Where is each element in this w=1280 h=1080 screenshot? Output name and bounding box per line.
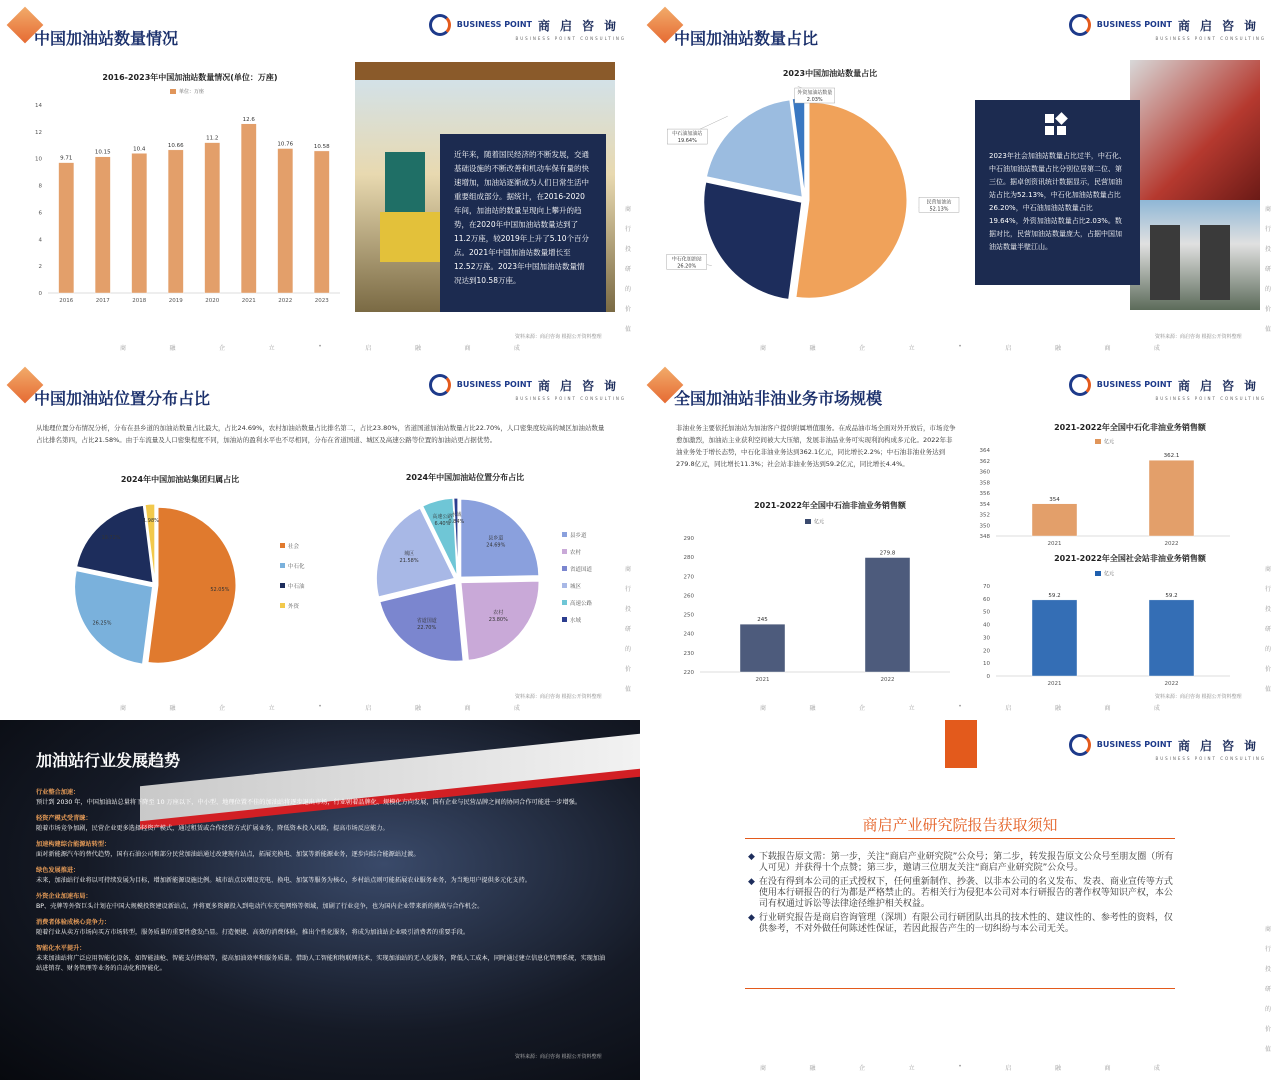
x-tick-label: 2017 xyxy=(95,298,110,304)
summary-text: 2023年社会加油站数量占比过半，中石化、中石油加油站数量占比分别位居第二位、第三位。据卓创资讯统计数据显示，民营加油站占比为52.13%，中石化加油站数量占比26.20%，中石油加油站数量占比19.64%，外资加油站数量占比2.03%。数据对比，民营加油站数量庞大，占据中国加油站数量半壁江山。 xyxy=(989,152,1126,251)
chart-legend: 亿元 xyxy=(1095,438,1114,445)
notice-item: ◆ 行业研究报告是商启咨询管理（深圳）有限公司行研团队出具的技术性的、建议性的、参考性的资料，仅供参考，不对外做任何陈述性保证，若因此报告产生的一切纠纷与本公司无关。 xyxy=(748,913,1173,934)
x-tick-label: 2023 xyxy=(314,298,329,304)
bar-value-label: 59.2 xyxy=(1048,592,1061,599)
pie-chart-location xyxy=(350,480,620,680)
slide-location-share xyxy=(0,360,640,720)
fuel-nozzle-photo xyxy=(1130,60,1260,200)
x-tick-label: 2022 xyxy=(880,677,895,683)
bottom-divider xyxy=(745,988,1175,989)
legend-swatch xyxy=(280,543,285,548)
bar xyxy=(278,149,293,293)
y-tick-label: 240 xyxy=(683,631,694,638)
diamond-bullet-icon: ◆ xyxy=(748,877,755,887)
trend-item: 轻资产模式受青睐： 随着市场竞争加剧，民营企业更多选择轻资产模式，通过租赁或合作经营方式扩展业务，降低资本投入风险，提高市场反应能力。 xyxy=(36,815,389,832)
logo-icon xyxy=(429,14,451,36)
legend-label: 县乡道 xyxy=(570,533,587,539)
logo-en: BUSINESS POINT xyxy=(456,20,532,29)
company-logo xyxy=(429,14,626,41)
bar xyxy=(1149,600,1194,676)
slide-nonoil-market xyxy=(640,360,1280,720)
slice-value-label: 23.80% xyxy=(488,616,508,623)
y-tick-label: 280 xyxy=(683,555,694,562)
y-tick-label: 356 xyxy=(979,491,990,497)
y-tick-label: 260 xyxy=(683,593,694,600)
bar-value-label: 11.2 xyxy=(206,135,219,142)
slice-name-label: 农村 xyxy=(493,609,504,616)
bar-value-label: 10.58 xyxy=(313,143,330,150)
chart-title: 2021-2022年全国中石油非油业务销售额 xyxy=(754,501,906,510)
company-logo xyxy=(429,374,626,401)
y-tick-label: 362 xyxy=(979,458,990,465)
chart-title: 2024年中国加油站集团归属占比 xyxy=(120,475,240,484)
logo-icon xyxy=(1069,14,1091,36)
bar-value-label: 245 xyxy=(757,617,768,624)
diamond-bullet-icon: ◆ xyxy=(748,913,755,923)
y-tick-label: 70 xyxy=(983,584,990,590)
intro-paragraph: 非油业务主要依托加油站为加油客户提供附属增值服务。在成品油市场全面对外开放后，市场竞争愈加激烈，加油站主业获利空间被大大压缩，发展非油品业务可实现利润构成多元化。2022年非油业务处于增长态势，中石化非油业务达到362.1亿元，同比增长2.2%；中石油非油业务达到279.8亿元，同比增长11.3%；社会站非油业务达到59.2亿元，同比增长4.4%。 xyxy=(676,424,956,468)
y-tick-label: 4 xyxy=(38,237,42,244)
footer-band: 商 融 企 立 • 启 融 商 成 xyxy=(120,343,520,352)
x-tick-label: 2022 xyxy=(1164,541,1179,547)
x-tick-label: 2018 xyxy=(132,298,147,304)
source-note: 资料来源：商启咨询 根据公开资料整理 xyxy=(515,694,602,700)
notice-list xyxy=(748,852,1178,935)
slice-value-label: 6.40% xyxy=(434,520,451,527)
trend-item: 智能化水平提升： 未来加油站将广泛应用智能化设备，如智能油枪、智能支付终端等，提高加油效率和服务质量。借助人工智能和物联网技术，实现加油站的无人化服务，降低人工成本，同时通过建立信息化管理系统，实现加油站进销存、财务管理等业务的自动化和智能化。 xyxy=(36,945,606,972)
slice-name-label: 高速公路 xyxy=(432,513,453,520)
bar-value-label: 354 xyxy=(1049,496,1060,503)
chart-legend: 单位：万座 xyxy=(170,88,204,95)
footer-band: 商 融 企 立 • 启 融 商 成 xyxy=(760,343,1160,352)
summary-text-box xyxy=(975,100,1140,285)
legend-swatch xyxy=(562,583,567,588)
source-note: 资料来源：商启咨询 根据公开资料整理 xyxy=(515,334,602,340)
logo-en: BUSINESS POINT xyxy=(1096,380,1172,389)
chart-title: 2021-2022年全国社会站非油业务销售额 xyxy=(1054,554,1206,563)
legend-label: 水域 xyxy=(570,618,582,624)
y-tick-label: 350 xyxy=(979,523,990,530)
trend-item: 加速构建综合能源站转型： 面对新能源汽车的替代趋势，国有石油公司和部分民营加油站通过改建现有站点，拓展充换电、加氢等新能源业务，逐步向综合能源站过渡。 xyxy=(36,841,420,858)
y-tick-label: 20 xyxy=(983,648,990,655)
pie-chart-group xyxy=(50,485,350,685)
slice-value-label: 19.72% xyxy=(101,535,121,542)
slice-value-label: 26.25% xyxy=(92,620,112,627)
slide-station-count xyxy=(0,0,640,360)
x-tick-label: 2019 xyxy=(168,298,183,304)
x-tick-label: 2022 xyxy=(278,298,293,304)
y-tick-label: 290 xyxy=(683,536,694,542)
slide-title: 中国加油站位置分布占比 xyxy=(34,389,211,408)
legend-label: 高速公路 xyxy=(570,601,593,607)
bar-value-label: 59.2 xyxy=(1165,592,1178,599)
source-note: 资料来源：商启咨询 根据公开资料整理 xyxy=(515,1054,602,1060)
company-logo xyxy=(1069,374,1266,401)
bar xyxy=(59,163,74,293)
bar-chart-station-count xyxy=(20,95,350,315)
logo-cn: 商启咨询 xyxy=(1177,738,1266,753)
bar-value-label: 12.6 xyxy=(242,116,255,123)
bookmark-ribbon xyxy=(945,720,977,768)
chart-legend: 亿元 xyxy=(1095,570,1114,577)
slice-name-label: 外资加油站数量 xyxy=(797,90,833,97)
x-tick-label: 2022 xyxy=(1164,681,1179,687)
bar xyxy=(865,558,910,672)
notice-heading: 商启产业研究院报告获取须知 xyxy=(862,816,1058,834)
slice-name-label: 省道国道 xyxy=(416,618,437,625)
logo-sub: BUSINESS POINT CONSULTING xyxy=(1155,756,1266,761)
legend-label: 中石化 xyxy=(288,564,305,570)
y-tick-label: 0 xyxy=(38,291,42,297)
slice-value-label: 19.64% xyxy=(677,138,697,145)
legend-swatch xyxy=(562,600,567,605)
summary-text-box: 近年来，随着国民经济的不断发展，交通基础设施的不断改善和机动车保有量的快速增加，加油站逐渐成为人们日常生活中重要组成部分。据统计，在2016-2020年间，加油站的数量呈现向上攀升的趋势，在2020年中国加油站数量达到了11.2万座，较2019年上升了5.10个百分点。2021年中国加油站数量增长至12.52万座。2023年中国加油站数量情况达到10.58万座。 xyxy=(440,134,606,312)
slice-name-label: 民营加油站 xyxy=(926,199,952,206)
bar xyxy=(314,151,329,293)
y-tick-label: 270 xyxy=(683,574,694,581)
bar-chart-social xyxy=(960,578,1250,690)
logo-icon xyxy=(429,374,451,396)
trend-item: 行业整合加速： 预计到 2030 年，中国加油站总量将下降至 10 万座以下，中小型、地理位置不佳的加油站将逐步退出市场，行业朝着品牌化、规模化方向发展，国有企业与民营品牌之间的协同合作可能进一步增强。 xyxy=(36,789,582,806)
logo-sub: BUSINESS POINT CONSULTING xyxy=(1155,36,1266,41)
slice-name-label: 城区 xyxy=(404,551,415,558)
legend-label: 中石油 xyxy=(288,584,305,590)
side-vertical-text: 商 行 投 研 的 价 值 xyxy=(624,566,631,693)
dashboard-icon xyxy=(1045,114,1067,136)
bar-chart-petrochina xyxy=(670,528,970,688)
bar xyxy=(132,153,147,293)
chart-title: 2023中国加油站数量占比 xyxy=(782,69,878,78)
bar-value-label: 10.76 xyxy=(277,141,294,148)
diamond-bullet-icon: ◆ xyxy=(748,852,755,862)
y-tick-label: 30 xyxy=(983,635,990,642)
logo-en: BUSINESS POINT xyxy=(456,380,532,389)
y-tick-label: 2 xyxy=(38,264,42,271)
side-vertical-text: 商 行 投 研 的 价 值 xyxy=(1264,926,1271,1053)
legend-swatch xyxy=(562,566,567,571)
legend-swatch xyxy=(562,549,567,554)
slice-value-label: 2.03% xyxy=(806,97,823,104)
legend-swatch xyxy=(280,563,285,568)
pie-slice xyxy=(77,505,153,582)
slice-value-label: 22.70% xyxy=(417,625,437,632)
notice-item: ◆ 在没有得到本公司的正式授权下，任何重新制作、抄袭、以非本公司的名义发布、发表、商业宣传等方式使用本行研报告的行为都是严格禁止的。若相关行为侵犯本公司对本行研报告的著作权等知识产权，本公司有权通过诉讼等法律途径维护相关权益。 xyxy=(748,877,1173,909)
x-tick-label: 2016 xyxy=(59,298,74,304)
slide-report-notice xyxy=(640,720,1280,1080)
y-tick-label: 354 xyxy=(979,501,990,508)
pie-chart-ownership xyxy=(671,85,1000,315)
company-logo xyxy=(1069,14,1266,41)
bar-value-label: 10.66 xyxy=(167,142,184,149)
pie-slice xyxy=(706,100,802,197)
x-tick-label: 2021 xyxy=(241,298,256,304)
legend-swatch xyxy=(280,603,285,608)
company-logo xyxy=(1069,734,1266,761)
x-tick-label: 2020 xyxy=(205,298,220,304)
y-tick-label: 250 xyxy=(683,612,694,619)
chart-legend: 亿元 xyxy=(805,518,824,525)
slide-title: 中国加油站数量占比 xyxy=(674,29,819,48)
y-tick-label: 352 xyxy=(979,512,990,519)
pie-slice xyxy=(75,571,153,664)
logo-cn: 商启咨询 xyxy=(537,18,626,33)
heading-divider xyxy=(745,838,1175,839)
logo-cn: 商启咨询 xyxy=(1177,378,1266,393)
slice-value-label: 21.58% xyxy=(399,558,419,565)
bar-value-label: 10.15 xyxy=(94,149,111,156)
legend-label: 外资 xyxy=(288,604,300,610)
chart-title: 2016-2023年中国加油站数量情况(单位：万座) xyxy=(102,73,278,82)
footer-band: 商 融 企 立 • 启 融 商 成 xyxy=(760,703,1160,712)
slide-title: 中国加油站数量情况 xyxy=(34,29,179,48)
bar xyxy=(740,624,785,672)
legend-swatch xyxy=(280,583,285,588)
source-note: 资料来源：商启咨询 根据公开资料整理 xyxy=(1155,694,1242,700)
pie-slice xyxy=(796,102,907,298)
logo-sub: BUSINESS POINT CONSULTING xyxy=(1155,396,1266,401)
y-tick-label: 40 xyxy=(983,622,990,629)
logo-cn: 商启咨询 xyxy=(537,378,626,393)
y-tick-label: 220 xyxy=(683,670,694,676)
intro-paragraph: 从地理位置分布情况分析，分布在县乡道的加油站数量占比最大，占比24.69%，农村加油站数量占比排名第二，占比23.80%，省道国道加油站数量占比22.70%，人口密集度较高的城区加油站数量占比排名第四，占比21.58%。由于车流量及人口密集程度不同，加油站的盈利水平也不尽相同，分布在省道国道、城区及高速公路等位置的加油站更占据优势。 xyxy=(36,424,605,444)
legend-swatch xyxy=(562,532,567,537)
slice-value-label: 24.69% xyxy=(486,542,506,549)
slice-name-label: 县乡道 xyxy=(488,535,504,542)
chart-title: 2021-2022年全国中石化非油业务销售额 xyxy=(1054,423,1206,432)
logo-icon xyxy=(1069,374,1091,396)
logo-en: BUSINESS POINT xyxy=(1096,740,1172,749)
logo-sub: BUSINESS POINT CONSULTING xyxy=(515,36,626,41)
bar xyxy=(1149,460,1194,536)
logo-icon xyxy=(1069,734,1091,756)
footer-band: 商 融 企 立 • 启 融 商 成 xyxy=(120,703,520,712)
bar-value-label: 279.8 xyxy=(879,550,896,557)
bar xyxy=(168,150,183,293)
logo-en: BUSINESS POINT xyxy=(1096,20,1172,29)
trend-item: 消费者体验成核心竞争力： 随着行业从卖方市场向买方市场转型，服务质量的重要性愈发凸显。打造便捷、高效的消费体验，推出个性化服务，将成为加油站企业吸引消费者的重要手段。 xyxy=(36,919,470,936)
x-tick-label: 2021 xyxy=(1047,541,1062,547)
legend-label: 农村 xyxy=(570,550,582,556)
y-tick-label: 358 xyxy=(979,480,990,487)
bar xyxy=(241,124,256,293)
legend-label: 省道国道 xyxy=(570,567,593,573)
pie-slice xyxy=(148,507,236,663)
y-tick-label: 14 xyxy=(35,103,42,109)
y-tick-label: 12 xyxy=(35,129,42,136)
trend-item: 绿色发展推进： 未来，加油站行业将以可持续发展为目标，增加新能源设施比例。城市站点以增设充电、换电、加氢等服务为核心，乡村站点则可能拓展农业服务业务，为当地用户提供多元化支持。 xyxy=(36,867,531,884)
bar-chart-sinopec xyxy=(960,442,1250,550)
trend-list xyxy=(36,788,606,980)
y-tick-label: 0 xyxy=(986,674,990,680)
logo-sub: BUSINESS POINT CONSULTING xyxy=(515,396,626,401)
y-tick-label: 10 xyxy=(983,661,990,668)
slide-industry-trends xyxy=(0,720,640,1080)
slide-title: 全国加油站非油业务市场规模 xyxy=(674,389,883,408)
slice-value-label: 1.98% xyxy=(143,518,159,525)
footer-band: 商 融 企 立 • 启 融 商 成 xyxy=(760,1063,1160,1072)
slice-name-label: 中石化加油站 xyxy=(671,256,702,263)
notice-item: ◆ 下载报告原文需：第一步，关注“商启产业研究院”公众号；第二步，转发报告原文公众号至朋友圈（所有人可见）并获得十个点赞；第三步，邀请三位朋友关注“商启产业研究院”公众号。 xyxy=(748,852,1174,873)
side-vertical-text: 商 行 投 研 的 价 值 xyxy=(624,206,631,333)
slide-title: 加油站行业发展趋势 xyxy=(36,751,181,770)
legend-label: 城区 xyxy=(570,584,582,590)
x-tick-label: 2021 xyxy=(1047,681,1062,687)
logo-cn: 商启咨询 xyxy=(1177,18,1266,33)
slice-value-label: 0.84% xyxy=(448,519,465,526)
y-tick-label: 60 xyxy=(983,596,990,603)
x-tick-label: 2021 xyxy=(755,677,770,683)
bar-value-label: 362.1 xyxy=(1163,453,1180,460)
chart-title: 2024年中国加油站位置分布占比 xyxy=(405,473,525,482)
bar xyxy=(95,157,110,293)
source-note: 资料来源：商启咨询 根据公开资料整理 xyxy=(1155,334,1242,340)
y-tick-label: 6 xyxy=(38,210,42,217)
bar xyxy=(1032,600,1077,676)
slice-name-label: 水域 xyxy=(451,512,462,519)
y-tick-label: 348 xyxy=(979,534,990,540)
y-tick-label: 8 xyxy=(38,183,42,190)
bar xyxy=(205,143,220,293)
slice-name-label: 中石油加油站 xyxy=(672,131,703,138)
bar-value-label: 9.71 xyxy=(60,155,73,162)
fuel-pump-photo xyxy=(1130,200,1260,310)
slice-value-label: 26.20% xyxy=(677,263,697,270)
bar-value-label: 10.4 xyxy=(133,146,146,153)
slide-station-share xyxy=(640,0,1280,360)
trend-item: 外资企业加速布局： BP、壳牌等外资巨头计划在中国大规模投资建设新站点，并将更多资源投入到电动汽车充电网络等领域，加剧了行业竞争，也为国内企业带来新的挑战与合作机会。 xyxy=(36,893,484,910)
side-vertical-text: 商 行 投 研 的 价 值 xyxy=(1264,566,1271,693)
legend-label: 社会 xyxy=(288,544,300,550)
y-tick-label: 230 xyxy=(683,650,694,657)
y-tick-label: 360 xyxy=(979,469,990,476)
y-tick-label: 10 xyxy=(35,156,42,163)
pie-slice xyxy=(704,182,802,299)
slice-value-label: 52.05% xyxy=(210,587,230,594)
bar xyxy=(1032,504,1077,536)
slice-value-label: 52.13% xyxy=(929,206,949,213)
y-tick-label: 364 xyxy=(979,448,990,454)
side-vertical-text: 商 行 投 研 的 价 值 xyxy=(1264,206,1271,333)
legend-swatch xyxy=(562,617,567,622)
y-tick-label: 50 xyxy=(983,609,990,616)
